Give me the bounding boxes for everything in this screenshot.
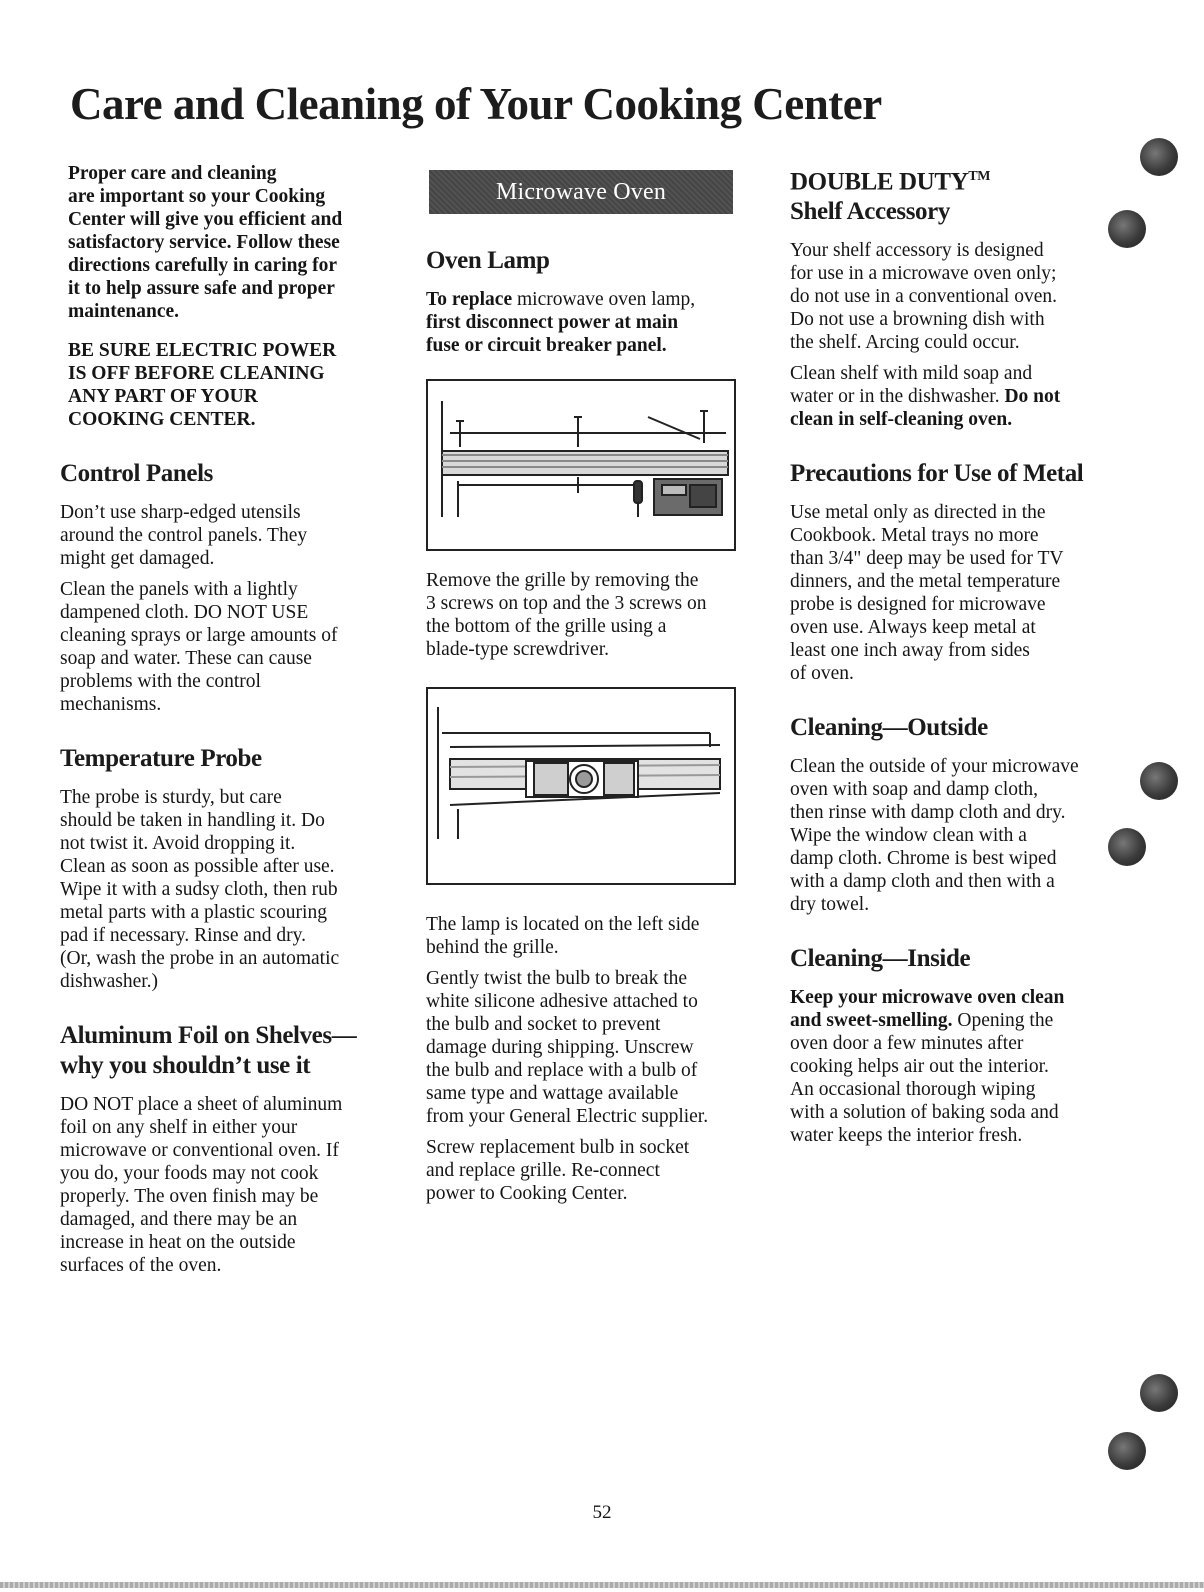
intro-paragraph: Proper care and cleaning are important so your Cooking Center will give you efficient and satisfactory service. Follow these directions carefully in caring for it to help assure safe and proper maintenance. (68, 163, 343, 322)
reconnect-text: Screw replacement bulb in socket and replace grille. Re-connect power to Cooking Center. (426, 1137, 690, 1204)
cleaning-outside-text: Clean the outside of your microwave oven with soap and damp cloth, then rinse with damp cloth and dry. Wipe the window clean with a damp cloth. Chrome is best wiped with a damp cloth and then with a dry towel. (790, 756, 1079, 916)
cleaning-outside-heading: Cleaning—Outside (790, 714, 988, 742)
binder-hole (1140, 1374, 1178, 1412)
lamp-location-illustration (426, 687, 736, 885)
shelf-accessory-heading: DOUBLE DUTY™ Shelf Accessory (790, 168, 991, 226)
temperature-probe-text: The probe is sturdy, but care should be taken in handling it. Do not twist it. Avoid dropping it. Clean as soon as possible after use. Wipe it with a sudsy cloth, then rub metal parts with a plastic scouring pad if necessary. Rinse and dry. (Or, wash the probe in an automatic dishwasher.) (60, 787, 340, 992)
binder-hole (1140, 762, 1178, 800)
trademark-mark: TM (968, 169, 991, 184)
oven-lamp-intro: To replace microwave oven lamp, first disconnect power at main fuse or circuit breaker panel. (426, 289, 696, 356)
middle-column (426, 162, 746, 1213)
power-warning: BE SURE ELECTRIC POWER IS OFF BEFORE CLEANING ANY PART OF YOUR COOKING CENTER. (68, 340, 337, 430)
binder-hole (1140, 138, 1178, 176)
page-title: Care and Cleaning of Your Cooking Center (70, 79, 882, 129)
grille-screws-illustration (426, 379, 736, 551)
page-number: 52 (592, 1502, 612, 1523)
binder-hole (1108, 828, 1146, 866)
aluminum-foil-text: DO NOT place a sheet of aluminum foil on any shelf in either your microwave or conventional oven. If you do, your foods may not cook properly. The oven finish may be damaged, and there may be an increase in heat on the outside surfaces of the oven. (60, 1094, 343, 1276)
scan-edge (0, 1582, 1204, 1588)
banner-label: Microwave Oven (495, 178, 667, 205)
oven-lamp-heading: Oven Lamp (426, 247, 550, 274)
shelf-cleaning-text: Clean shelf with mild soap and water or in the dishwasher. Do not clean in self-cleaning oven. (790, 363, 1061, 431)
binder-hole (1108, 210, 1146, 248)
control-panels-text-2: Clean the panels with a lightly dampened cloth. DO NOT USE cleaning sprays or large amounts of soap and water. These can cause problems with the control mechanisms. (60, 579, 338, 715)
control-panels-heading: Control Panels (60, 460, 213, 487)
binder-hole (1108, 1432, 1146, 1470)
metal-precautions-text: Use metal only as directed in the Cookbook. Metal trays no more than 3/4" deep may be used for TV dinners, and the metal temperature probe is designed for microwave oven use. Always keep metal at least one inch away from sides of oven. (790, 502, 1064, 685)
bulb-replace-text: Gently twist the bulb to break the white silicone adhesive attached to the bulb and socket to prevent damage during shipping. Unscrew the bulb and replace with a bulb of same type and wattage available from your General Electric supplier. (426, 968, 709, 1127)
microwave-oven-banner (429, 170, 733, 214)
control-panels-text-1: Don’t use sharp-edged utensils around the control panels. They might get damaged. (60, 502, 308, 569)
cleaning-inside-text: Keep your microwave oven clean and sweet-smelling. Opening the oven door a few minutes after cooking helps air out the interior. An occasional thorough wiping with a solution of baking soda and water keeps the interior fresh. (790, 987, 1065, 1147)
temperature-probe-heading: Temperature Probe (60, 745, 262, 772)
shelf-accessory-text: Your shelf accessory is designed for use in a microwave oven only; do not use in a conventional oven. Do not use a browning dish with the shelf. Arcing could occur. (790, 240, 1057, 354)
right-column (790, 162, 1100, 1155)
cleaning-inside-heading: Cleaning—Inside (790, 945, 971, 973)
left-column (60, 162, 370, 1285)
metal-precautions-heading: Precautions for Use of Metal (790, 460, 1084, 488)
aluminum-foil-heading: Aluminum Foil on Shelves— why you shouldn’t use it (60, 1022, 357, 1079)
grille-removal-text: Remove the grille by removing the 3 screws on top and the 3 screws on the bottom of the grille using a blade-type screwdriver. (426, 570, 707, 660)
lamp-location-text: The lamp is located on the left side behind the grille. (426, 914, 700, 958)
